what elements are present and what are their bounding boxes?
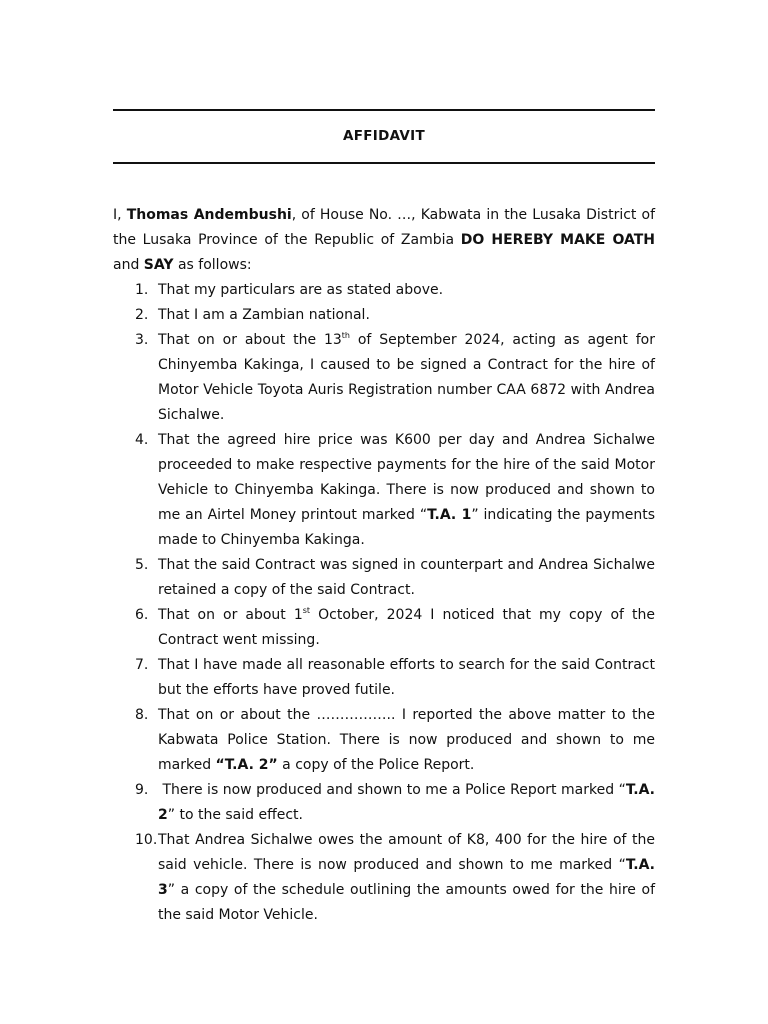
list-item (113, 828, 655, 928)
item-text: That on or about the …………….. I reported the above matter to the Kabwata Police Station. There is now produced and shown to me marked (158, 707, 655, 773)
item-number: 2. (135, 307, 149, 323)
title-top-rule (113, 109, 655, 111)
document-body (113, 203, 655, 928)
item-text: a copy of the Police Report. (277, 757, 475, 773)
intro-pronoun: I, (113, 207, 127, 223)
item-number: 3. (135, 332, 149, 348)
ordinal-suffix: th (341, 331, 350, 340)
item-text: That on or about 1 (158, 607, 303, 623)
list-item (113, 553, 655, 603)
item-text: That I have made all reasonable efforts to search for the said Contract but the efforts have proved futile. (158, 657, 655, 698)
intro-text-3: as follows: (173, 257, 252, 273)
list-item (113, 603, 655, 653)
item-text: That I am a Zambian national. (158, 307, 370, 323)
item-text: That the said Contract was signed in counterpart and Andrea Sichalwe retained a copy of the said Contract. (158, 557, 655, 598)
item-text: That on or about the 13 (158, 332, 342, 348)
item-text: ” to the said effect. (167, 807, 303, 823)
item-number: 8. (135, 707, 149, 723)
item-number: 5. (135, 557, 149, 573)
item-number: 10. (135, 832, 158, 848)
list-item (113, 303, 655, 328)
list-item (113, 778, 655, 828)
item-number: 9. (135, 782, 149, 798)
item-text: That the agreed hire price was K600 per day and Andrea Sichalwe proceeded to make respective payments for the hire of the said Motor Vehicle to Chinyemba Kakinga. There is now produced and shown to me an Airtel Money printout marked “ (158, 432, 655, 523)
item-number: 1. (135, 282, 149, 298)
affidavit-list (113, 278, 655, 928)
item-number: 6. (135, 607, 149, 623)
list-item (113, 328, 655, 428)
intro-text-1: , of House No. …, Kabwata in the Lusaka District of the Lusaka Province of the Republic of Zambia (113, 207, 655, 248)
exhibit-mark: T.A. 1 (427, 507, 472, 523)
oath-phrase: DO HEREBY MAKE OATH (460, 232, 655, 248)
document-title: AFFIDAVIT (342, 128, 426, 144)
exhibit-mark: T.A. 3 (158, 857, 655, 898)
deponent-name: Thomas Andembushi (126, 207, 292, 223)
item-number: 4. (135, 432, 149, 448)
ordinal-suffix: st (302, 606, 311, 615)
list-item (113, 428, 655, 553)
intro-paragraph (113, 203, 655, 278)
item-text: ” a copy of the schedule outlining the amounts owed for the hire of the said Motor Vehicle. (158, 882, 655, 923)
say-phrase: SAY (143, 257, 174, 273)
item-number: 7. (135, 657, 149, 673)
intro-text-2: and (113, 257, 144, 273)
item-text: October, 2024 I noticed that my copy of the Contract went missing. (158, 607, 655, 648)
item-text: That Andrea Sichalwe owes the amount of K8, 400 for the hire of the said vehicle. There is now produced and shown to me marked “ (158, 832, 655, 873)
item-text: ” indicating the payments made to Chinyemba Kakinga. (158, 507, 655, 548)
item-text: of September 2024, acting as agent for Chinyemba Kakinga, I caused to be signed a Contract for the hire of Motor Vehicle Toyota Auris Registration number CAA 6872 with Andrea Sichalwe. (158, 332, 656, 423)
item-text: That my particulars are as stated above. (158, 282, 444, 298)
exhibit-mark: “T.A. 2” (215, 757, 278, 773)
item-text: There is now produced and shown to me a Police Report marked “ (158, 782, 626, 798)
title-bottom-rule (113, 162, 655, 164)
list-item (113, 653, 655, 703)
exhibit-mark: T.A. 2 (158, 782, 655, 823)
list-item (113, 703, 655, 778)
list-item (113, 278, 655, 303)
